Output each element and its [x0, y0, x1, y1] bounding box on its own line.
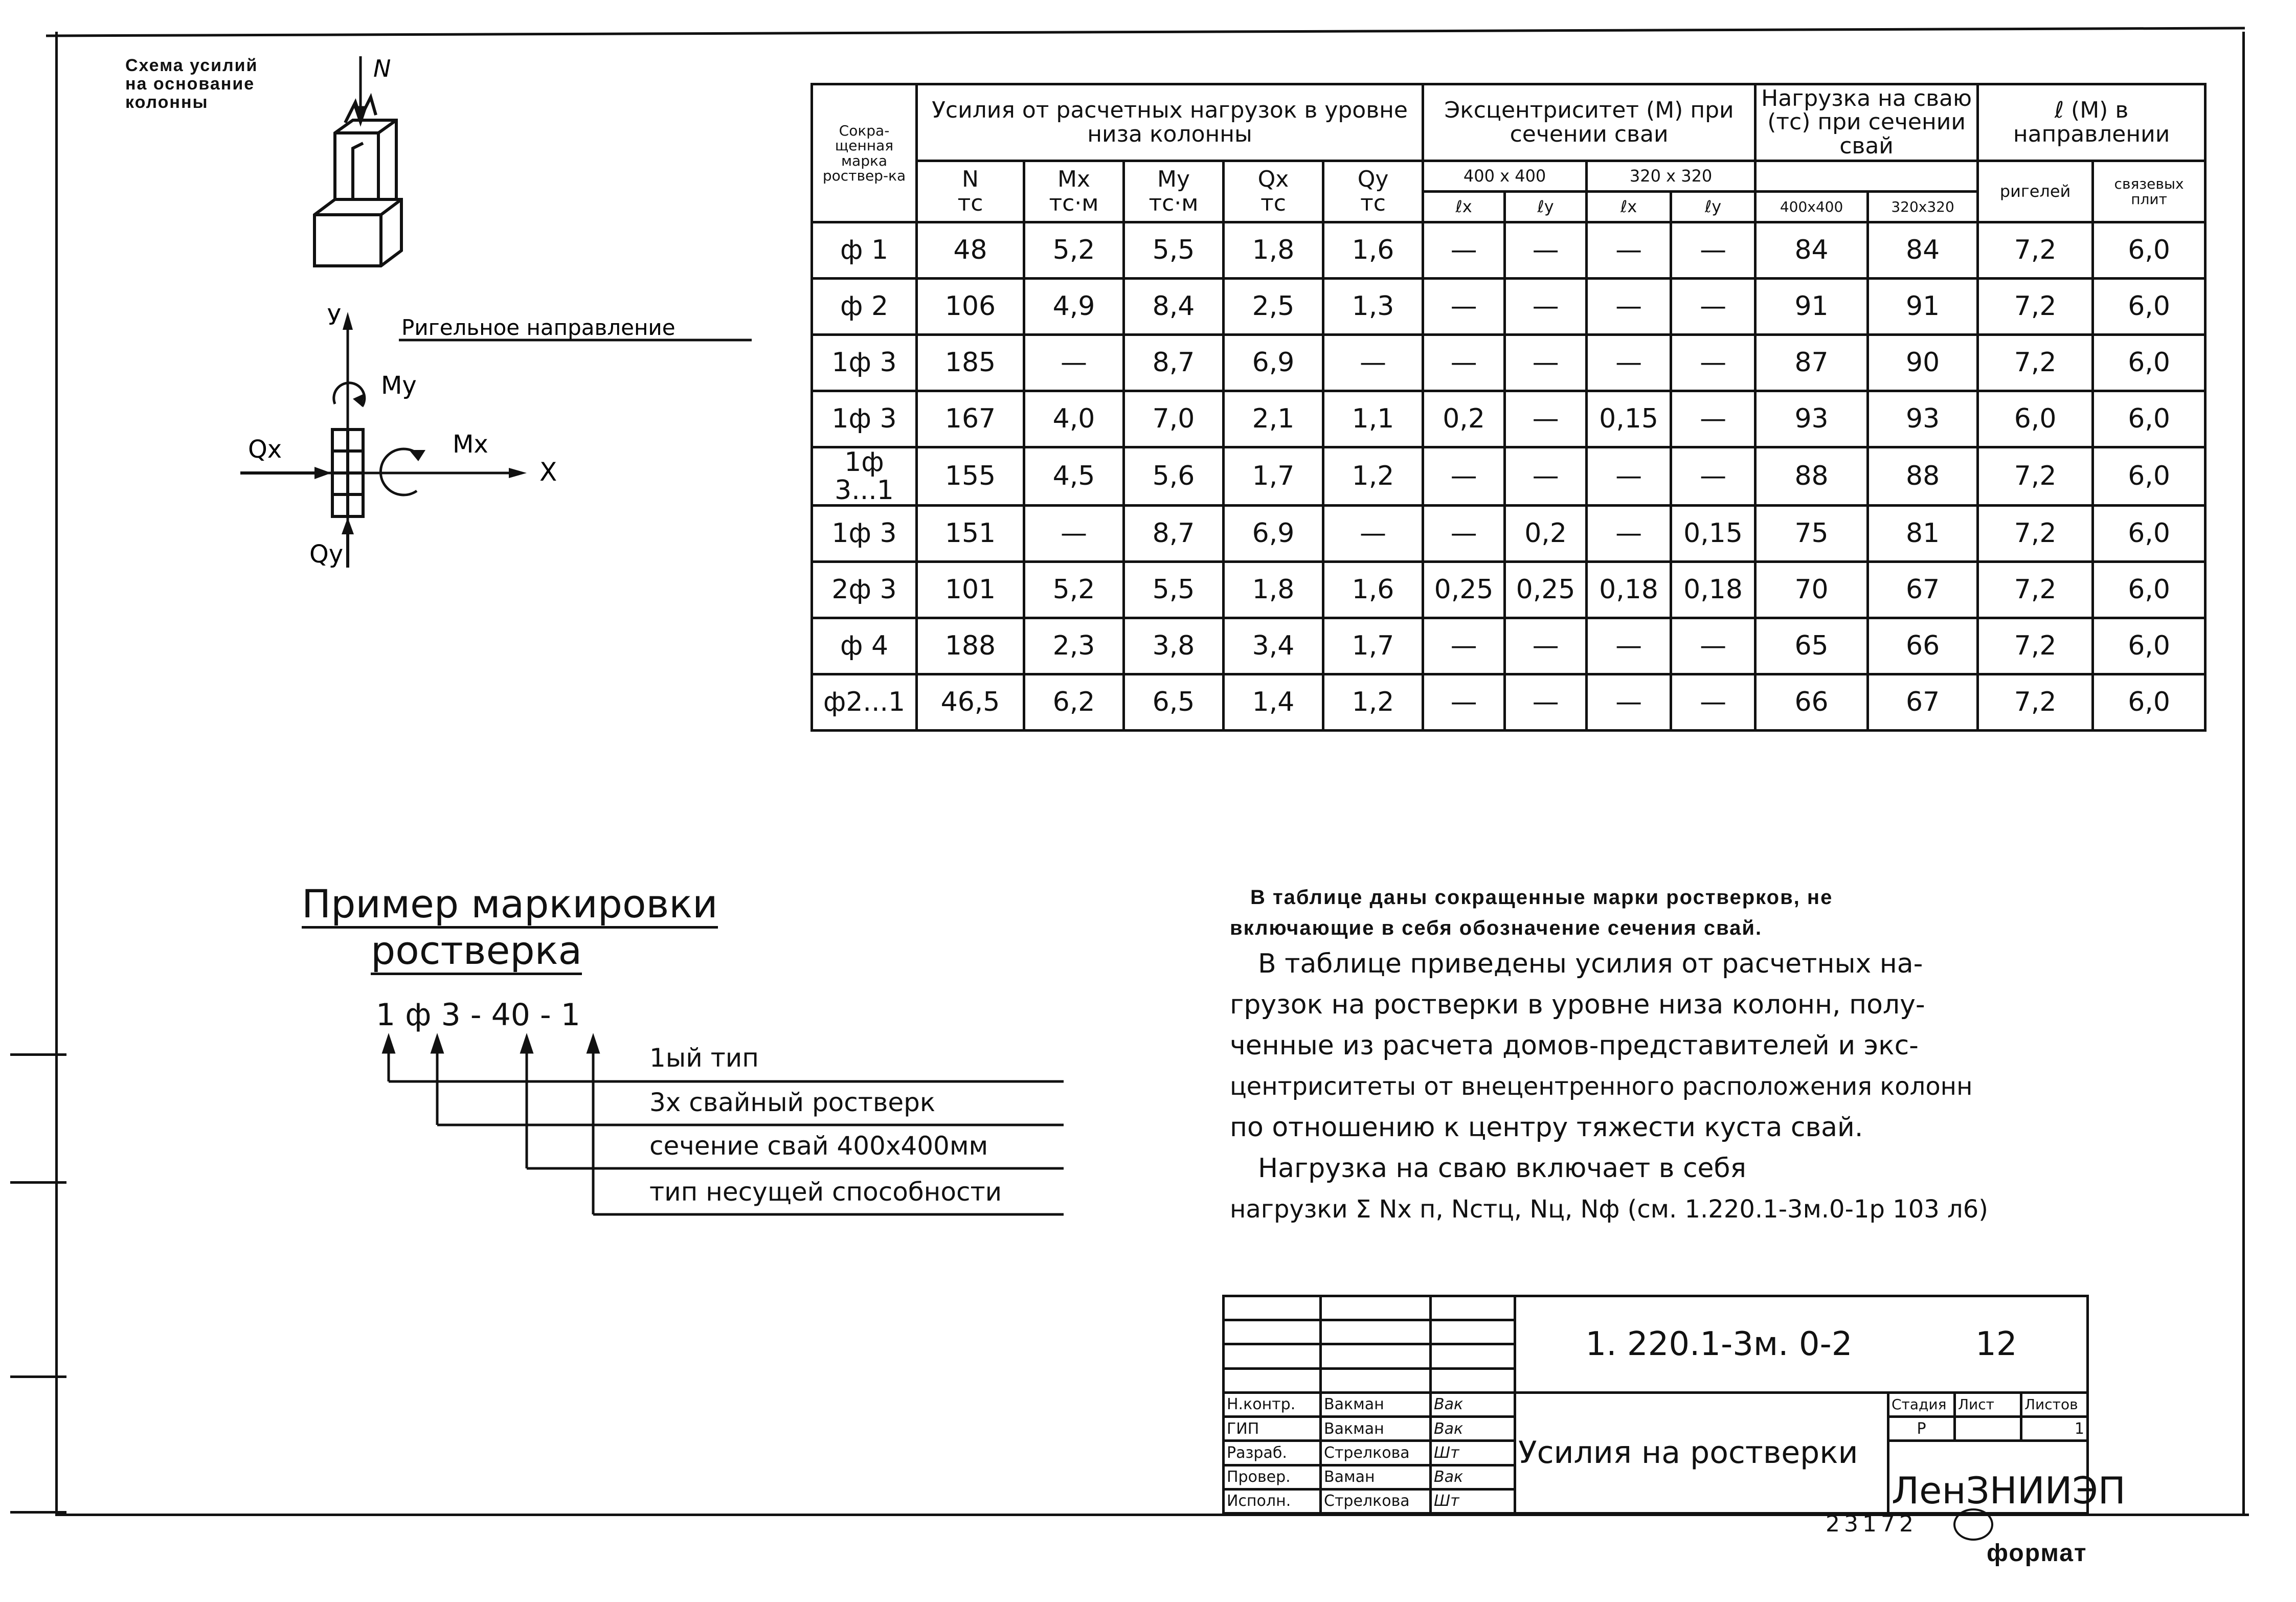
- table-cell: 0,25: [1423, 562, 1505, 618]
- diagram-title-line: колонны: [125, 93, 209, 112]
- col-group-span: ℓ (М) в направлении: [1978, 84, 2205, 161]
- table-cell: 66: [1868, 618, 1978, 674]
- col-header-My-unit: тс·м: [1149, 190, 1199, 216]
- notes: [1230, 882, 2232, 1230]
- stamp-role: Разраб.: [1224, 1441, 1321, 1465]
- table-cell: —: [1024, 506, 1124, 562]
- table-cell: —: [1505, 279, 1587, 335]
- col-header-Qx-unit: тс: [1260, 190, 1286, 216]
- example-label-piles: 3х свайный ростверк: [649, 1088, 936, 1117]
- diagram-title-line: Схема усилий: [125, 56, 258, 75]
- col-header-Qy-label: Qу: [1357, 166, 1389, 193]
- table-cell: —: [1587, 222, 1671, 279]
- doc-code: 1. 220.1-3м. 0-2: [1585, 1325, 1853, 1363]
- drawing-title: Усилия на ростверки: [1515, 1392, 1888, 1513]
- label-My: Му: [381, 371, 417, 400]
- table-cell: 6,0: [2093, 391, 2205, 447]
- table-cell: 1,8: [1224, 562, 1323, 618]
- axial-force-arrow: [355, 56, 366, 123]
- stamp-signature: Шт: [1431, 1441, 1515, 1465]
- forces-table-body: [812, 222, 2205, 731]
- table-cell: 7,2: [1978, 506, 2093, 562]
- table-cell: —: [1671, 674, 1755, 731]
- stamp-name: Вакман: [1321, 1392, 1431, 1416]
- label-Qy: Qу: [309, 540, 344, 569]
- table-cell: 6,0: [2093, 335, 2205, 391]
- note-line: включающие в себя обозначение сечения свай.: [1230, 917, 1763, 939]
- example-title-line2: ростверка: [371, 929, 582, 975]
- col-header-My: [1124, 161, 1224, 222]
- axis-y-label: У: [327, 304, 341, 330]
- organization: ЛенЗНИИЭП: [1888, 1441, 2088, 1514]
- stamp-role: Провер.: [1224, 1465, 1321, 1489]
- stamp-role: ГИП: [1224, 1417, 1321, 1441]
- col-header-rigel: ригелей: [1978, 161, 2093, 222]
- table-cell: 2,3: [1024, 618, 1124, 674]
- inventory-circle: [1953, 1508, 1993, 1541]
- col-header-Mx: [1024, 161, 1124, 222]
- table-cell: 67: [1868, 674, 1978, 731]
- col-header-N-label: N: [962, 166, 979, 193]
- stamp-role: Исполн.: [1224, 1489, 1321, 1513]
- table-cell: 7,2: [1978, 562, 2093, 618]
- table-cell: 6,5: [1124, 674, 1224, 731]
- table-cell: 88: [1755, 447, 1868, 506]
- col-header-Qy-unit: тс: [1360, 190, 1386, 216]
- table-cell: 1,6: [1323, 562, 1423, 618]
- table-cell: —: [1505, 391, 1587, 447]
- binding-tick: [10, 1181, 66, 1184]
- stamp-signature: Вак: [1431, 1392, 1515, 1416]
- table-cell: 1,6: [1323, 222, 1423, 279]
- row-mark-cell: ф 1: [812, 222, 917, 279]
- label-N: N: [373, 55, 391, 82]
- binding-tick: [10, 1375, 66, 1378]
- table-cell: 65: [1755, 618, 1868, 674]
- row-mark-cell: ф 4: [812, 618, 917, 674]
- axis-x-label: X: [539, 457, 557, 487]
- row-mark-cell: 1ф 3: [812, 506, 917, 562]
- sheet-label: Лист: [1955, 1392, 2021, 1416]
- table-cell: —: [1505, 447, 1587, 506]
- table-row: [812, 506, 2205, 562]
- table-cell: —: [1671, 279, 1755, 335]
- table-cell: 67: [1868, 562, 1978, 618]
- frame-top: [46, 27, 2245, 37]
- table-cell: 0,18: [1671, 562, 1755, 618]
- row-mark-cell: ф 2: [812, 279, 917, 335]
- table-cell: 7,2: [1978, 447, 2093, 506]
- table-cell: 90: [1868, 335, 1978, 391]
- doc-code-cell: [1515, 1296, 2088, 1393]
- table-cell: 6,0: [2093, 447, 2205, 506]
- table-cell: 185: [917, 335, 1024, 391]
- col-header-Qx: [1224, 161, 1323, 222]
- table-cell: —: [1423, 335, 1505, 391]
- stamp-signature: Вак: [1431, 1465, 1515, 1489]
- table-cell: 6,0: [2093, 222, 2205, 279]
- table-cell: 7,0: [1124, 391, 1224, 447]
- table-cell: —: [1587, 506, 1671, 562]
- col-header-Mx-unit: тс·м: [1049, 190, 1099, 216]
- col-header-N: [917, 161, 1024, 222]
- table-cell: —: [1587, 335, 1671, 391]
- stamp-role: Н.контр.: [1224, 1392, 1321, 1416]
- example-title: [302, 882, 718, 975]
- table-cell: 6,0: [2093, 279, 2205, 335]
- col-header-sec320: 320 х 320: [1587, 161, 1755, 192]
- axes: [240, 322, 752, 568]
- example-label-capacity: тип несущей способности: [649, 1177, 1002, 1207]
- table-cell: 6,0: [2093, 618, 2205, 674]
- note-line: грузок на ростверки в уровне низа колонн, полу-: [1230, 989, 1925, 1020]
- qx-arrow: [314, 467, 331, 479]
- binding-tick: [10, 1053, 66, 1056]
- table-cell: 3,8: [1124, 618, 1224, 674]
- table-cell: 84: [1755, 222, 1868, 279]
- row-mark-cell: 1ф 3...1: [812, 447, 917, 506]
- table-cell: —: [1671, 447, 1755, 506]
- stamp-signature: Шт: [1431, 1489, 1515, 1513]
- row-mark-cell: 1ф 3: [812, 335, 917, 391]
- table-cell: 8,7: [1124, 506, 1224, 562]
- table-row: [812, 618, 2205, 674]
- note-line: нагрузки Σ Nх п, Nстц, Nц, Nф (см. 1.220.1-3м.0-1р 103 л6): [1230, 1195, 1988, 1224]
- table-cell: —: [1423, 447, 1505, 506]
- table-cell: 6,2: [1024, 674, 1124, 731]
- table-cell: —: [1423, 506, 1505, 562]
- example-label-section: сечение свай 400х400мм: [649, 1131, 988, 1161]
- col-group-eccentricity: Эксцентриситет (М) при сечении сваи: [1423, 84, 1755, 161]
- table-cell: —: [1024, 335, 1124, 391]
- col-header-sec400: 400 х 400: [1423, 161, 1587, 192]
- table-cell: —: [1587, 618, 1671, 674]
- col-group-forces: Усилия от расчетных нагрузок в уровне низа колонны: [917, 84, 1423, 161]
- note-line: В таблице приведены усилия от расчетных на-: [1258, 949, 1923, 979]
- example-label-type: 1ый тип: [649, 1043, 759, 1073]
- table-cell: 0,2: [1423, 391, 1505, 447]
- table-cell: 6,9: [1224, 335, 1323, 391]
- table-cell: 6,0: [1978, 391, 2093, 447]
- row-mark-cell: 1ф 3: [812, 391, 917, 447]
- table-cell: 0,25: [1505, 562, 1587, 618]
- table-cell: 5,5: [1124, 222, 1224, 279]
- table-cell: 93: [1755, 391, 1868, 447]
- table-cell: —: [1587, 447, 1671, 506]
- col-header-Qy: [1323, 161, 1423, 222]
- sheets-label: Листов: [2021, 1392, 2088, 1416]
- table-cell: —: [1671, 618, 1755, 674]
- table-cell: 75: [1755, 506, 1868, 562]
- force-scheme-diagram: [225, 46, 777, 598]
- table-cell: —: [1423, 618, 1505, 674]
- table-cell: 5,2: [1024, 222, 1124, 279]
- table-cell: 4,0: [1024, 391, 1124, 447]
- table-cell: 106: [917, 279, 1024, 335]
- table-cell: 1,1: [1323, 391, 1423, 447]
- table-cell: —: [1505, 335, 1587, 391]
- table-row: [812, 279, 2205, 335]
- table-cell: 6,0: [2093, 674, 2205, 731]
- example-title-line1: Пример маркировки: [302, 882, 718, 929]
- note-line: В таблице даны сокращенные марки ростверков, не: [1250, 886, 1833, 909]
- forces-table: [811, 83, 2207, 732]
- stamp-name: Стрелкова: [1321, 1489, 1431, 1513]
- table-cell: 91: [1868, 279, 1978, 335]
- table-cell: —: [1323, 506, 1423, 562]
- table-cell: 1,4: [1224, 674, 1323, 731]
- table-cell: —: [1671, 222, 1755, 279]
- table-cell: 4,5: [1024, 447, 1124, 506]
- col-header-load-400: 400х400: [1755, 192, 1868, 222]
- stage-value: Р: [1888, 1417, 1955, 1441]
- table-cell: —: [1323, 335, 1423, 391]
- table-cell: 0,15: [1671, 506, 1755, 562]
- table-cell: 1,3: [1323, 279, 1423, 335]
- title-block: [1222, 1295, 2126, 1515]
- stage-label: Стадия: [1888, 1392, 1955, 1416]
- table-cell: 0,18: [1587, 562, 1671, 618]
- table-cell: 5,5: [1124, 562, 1224, 618]
- table-cell: 8,4: [1124, 279, 1224, 335]
- table-cell: 8,7: [1124, 335, 1224, 391]
- table-cell: 7,2: [1978, 222, 2093, 279]
- table-row: [812, 222, 2205, 279]
- example-code: 1 ф 3 - 40 - 1: [376, 997, 580, 1033]
- stamp-name: Вакман: [1321, 1417, 1431, 1441]
- table-cell: 6,9: [1224, 506, 1323, 562]
- note-line: по отношению к центру тяжести куста свай.: [1230, 1112, 1863, 1143]
- table-cell: —: [1505, 222, 1587, 279]
- table-cell: 2,1: [1224, 391, 1323, 447]
- col-group-pile-load: Нагрузка на сваю (тс) при сечении свай: [1755, 84, 1978, 161]
- table-cell: 5,2: [1024, 562, 1124, 618]
- note-line: Нагрузка на сваю включает в себя: [1258, 1153, 1746, 1184]
- table-cell: 155: [917, 447, 1024, 506]
- col-header-My-label: Му: [1157, 166, 1190, 193]
- table-cell: 188: [917, 618, 1024, 674]
- column-foundation-sketch: [314, 97, 401, 266]
- table-cell: —: [1505, 674, 1587, 731]
- stamp-name: Ваман: [1321, 1465, 1431, 1489]
- col-header-plates: связевых плит: [2093, 161, 2205, 222]
- table-cell: 151: [917, 506, 1024, 562]
- row-mark-cell: 2ф 3: [812, 562, 917, 618]
- direction-label: Ригельное направление: [401, 315, 676, 340]
- table-cell: 1,8: [1224, 222, 1323, 279]
- table-cell: 91: [1755, 279, 1868, 335]
- table-cell: 93: [1868, 391, 1978, 447]
- table-row: [812, 674, 2205, 731]
- table-cell: —: [1671, 335, 1755, 391]
- table-cell: 1,7: [1323, 618, 1423, 674]
- table-cell: 7,2: [1978, 335, 2093, 391]
- binding-tick: [10, 1511, 66, 1514]
- sheet-number: 12: [1975, 1325, 2017, 1363]
- row-mark-cell: ф2...1: [812, 674, 917, 731]
- label-Mx: Мх: [453, 430, 488, 459]
- table-cell: 6,0: [2093, 506, 2205, 562]
- frame-right: [2242, 32, 2245, 1515]
- stamp-signature: Вак: [1431, 1417, 1515, 1441]
- pile-cap-grid: [332, 430, 363, 516]
- table-cell: 7,2: [1978, 674, 2093, 731]
- format-label: формат: [1987, 1540, 2087, 1567]
- table-cell: 0,2: [1505, 506, 1587, 562]
- table-cell: 1,2: [1323, 674, 1423, 731]
- table-cell: —: [1423, 279, 1505, 335]
- table-cell: 46,5: [917, 674, 1024, 731]
- col-header-Mx-label: Мх: [1057, 166, 1090, 193]
- table-cell: 84: [1868, 222, 1978, 279]
- table-cell: 5,6: [1124, 447, 1224, 506]
- table-cell: 0,15: [1587, 391, 1671, 447]
- table-row: [812, 335, 2205, 391]
- table-cell: 7,2: [1978, 618, 2093, 674]
- table-cell: 167: [917, 391, 1024, 447]
- col-header-mark: Сокра-щенная марка роствер-ка: [812, 84, 917, 222]
- table-cell: 88: [1868, 447, 1978, 506]
- table-cell: —: [1587, 279, 1671, 335]
- table-cell: 3,4: [1224, 618, 1323, 674]
- table-cell: 70: [1755, 562, 1868, 618]
- table-cell: —: [1505, 618, 1587, 674]
- table-cell: 6,0: [2093, 562, 2205, 618]
- qy-arrow: [342, 517, 354, 534]
- col-header-N-unit: тс: [957, 190, 983, 216]
- col-header-load-sections: [1755, 161, 1978, 192]
- col-header-ex-320: ℓх: [1587, 192, 1671, 222]
- frame-left: [55, 32, 58, 1515]
- label-Qx: Qх: [248, 435, 282, 464]
- table-cell: —: [1423, 222, 1505, 279]
- table-cell: 4,9: [1024, 279, 1124, 335]
- diagram-title-line: на основание: [125, 74, 255, 94]
- table-cell: 66: [1755, 674, 1868, 731]
- col-header-ey-320: ℓу: [1671, 192, 1755, 222]
- table-cell: 87: [1755, 335, 1868, 391]
- table-cell: 2,5: [1224, 279, 1323, 335]
- note-line: ченные из расчета домов-представителей и экс-: [1230, 1030, 1919, 1061]
- table-cell: —: [1423, 674, 1505, 731]
- table-cell: —: [1671, 391, 1755, 447]
- table-row: [812, 391, 2205, 447]
- sheets-value: 1: [2021, 1417, 2088, 1441]
- col-header-Qx-label: Qх: [1257, 166, 1289, 193]
- col-header-ey-400: ℓу: [1505, 192, 1587, 222]
- table-cell: 1,2: [1323, 447, 1423, 506]
- table-row: [812, 447, 2205, 506]
- note-line: центриситеты от внецентренного расположения колонн: [1230, 1072, 1973, 1101]
- table-cell: 48: [917, 222, 1024, 279]
- table-cell: 81: [1868, 506, 1978, 562]
- table-cell: 7,2: [1978, 279, 2093, 335]
- stamp-name: Стрелкова: [1321, 1441, 1431, 1465]
- col-header-load-320: 320х320: [1868, 192, 1978, 222]
- table-cell: —: [1587, 674, 1671, 731]
- table-row: [812, 562, 2205, 618]
- table-cell: 101: [917, 562, 1024, 618]
- table-cell: 1,7: [1224, 447, 1323, 506]
- col-header-ex-400: ℓх: [1423, 192, 1505, 222]
- inventory-number: 23172: [1826, 1511, 1918, 1537]
